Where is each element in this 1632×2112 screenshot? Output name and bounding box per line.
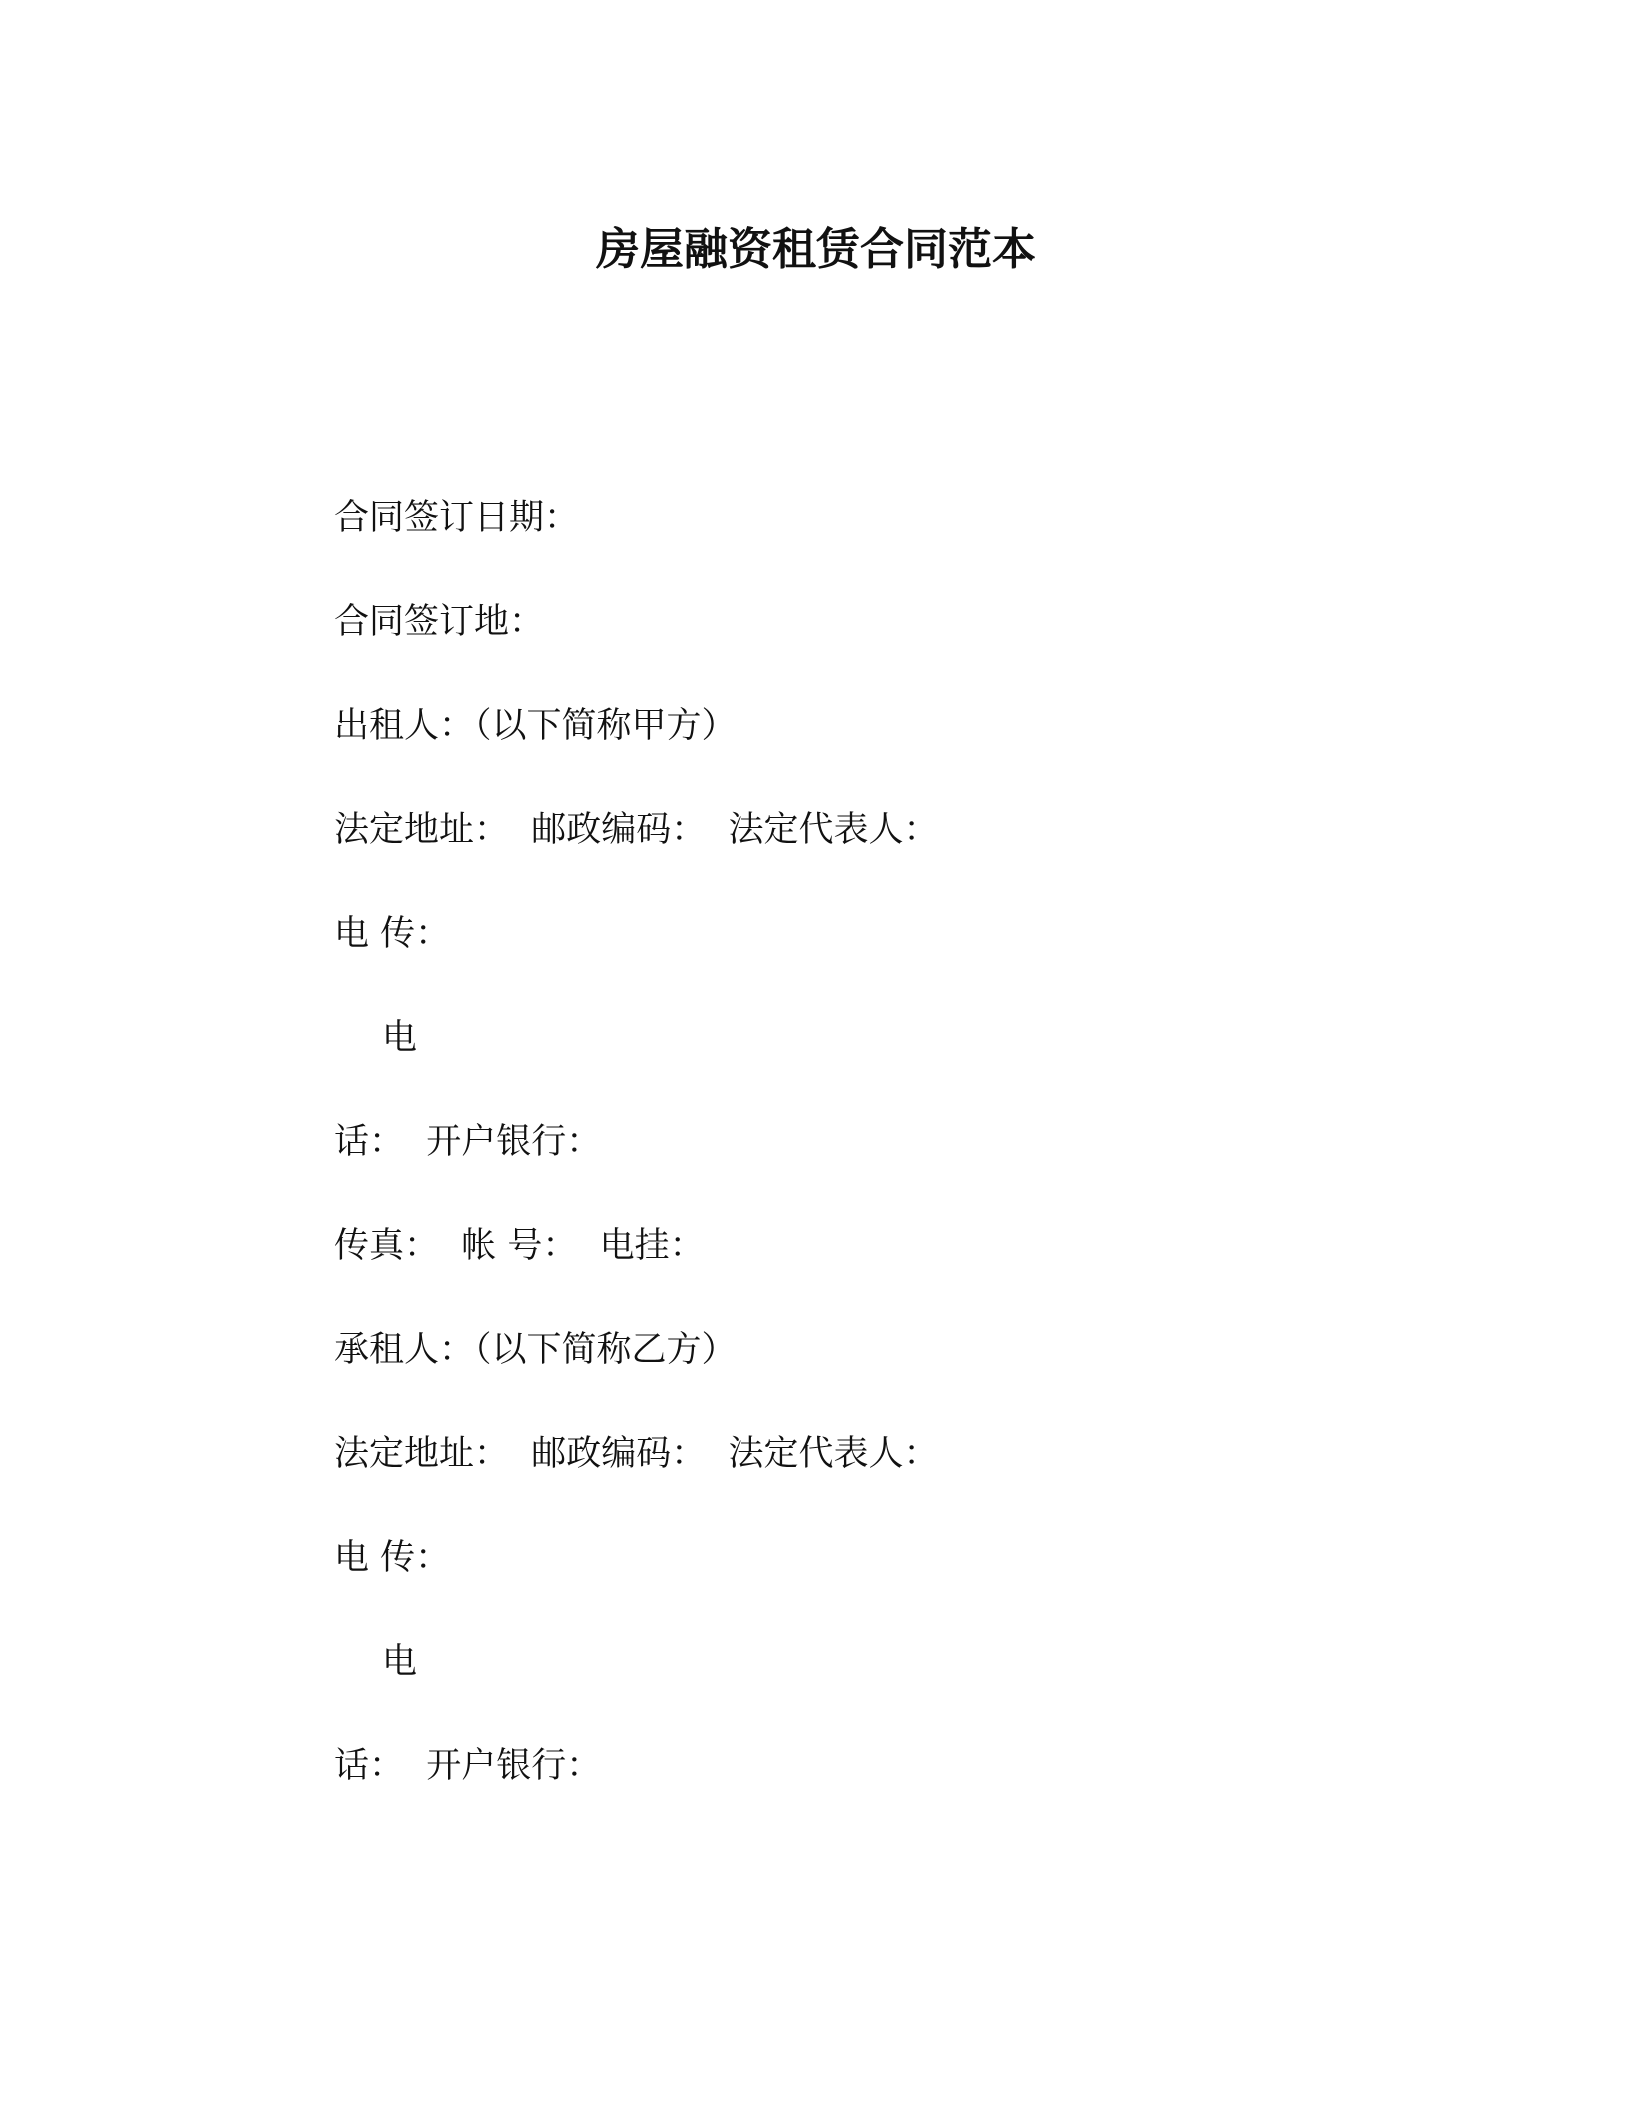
lessee-address-line: 法定地址： 邮政编码： 法定代表人： — [334, 1434, 939, 1474]
lessor-fax-account-line: 传真： 帐 号： 电挂： — [334, 1226, 705, 1266]
lessee-phone-fragment: 电 — [382, 1642, 418, 1682]
lessee-line: 承租人：（以下简称乙方） — [334, 1330, 737, 1370]
lessor-phone-fragment: 电 — [382, 1018, 418, 1058]
lessor-phone-bank-line: 话： 开户银行： — [334, 1122, 602, 1162]
document-title: 房屋融资租赁合同范本 — [596, 224, 1036, 275]
contract-place-line: 合同签订地： — [334, 602, 545, 642]
lessee-telex-line: 电 传： — [334, 1538, 451, 1578]
lessor-telex-line: 电 传： — [334, 914, 451, 954]
lessee-phone-bank-line: 话： 开户银行： — [334, 1746, 602, 1786]
document-body — [334, 490, 1434, 1842]
lessor-address-line: 法定地址： 邮政编码： 法定代表人： — [334, 810, 939, 850]
lessor-line: 出租人：（以下简称甲方） — [334, 706, 737, 746]
contract-date-line: 合同签订日期： — [334, 498, 580, 538]
